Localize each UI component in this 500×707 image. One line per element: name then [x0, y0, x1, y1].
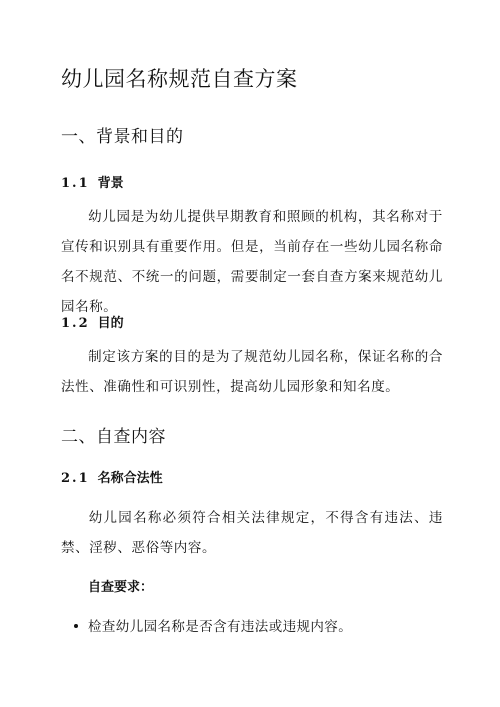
subsection-heading-purpose — [61, 312, 124, 331]
subsection-title: 目的 — [97, 316, 124, 331]
subsection-title: 背景 — [97, 176, 124, 191]
requirements-label: 自查要求： — [88, 580, 154, 595]
subsection-heading-background — [61, 172, 124, 191]
paragraph-text: 幼儿园是为幼儿提供早期教育和照顾的机构，其名称对于宣传和识别具有重要作用。但是，当前存在一些幼儿园名称命名不规范、不统一的问题，需要制定一套自查方案来规范幼儿园名称。 — [61, 209, 443, 315]
bullet-dot-icon — [74, 624, 78, 628]
paragraph-text: 幼儿园名称必须符合相关法律规定，不得含有违法、违禁、淫秽、恶俗等内容。 — [61, 510, 443, 556]
paragraph-name-legality — [61, 503, 443, 563]
section-heading-check-content: 二、自查内容 — [61, 427, 166, 447]
requirement-list-item — [74, 615, 352, 635]
paragraph-purpose — [61, 342, 443, 402]
paragraph-text: 制定该方案的目的是为了规范幼儿园名称，保证名称的合法性、准确性和可识别性，提高幼儿园形象和知名度。 — [61, 349, 443, 395]
requirement-text: 检查幼儿园名称是否含有违法或违规内容。 — [88, 619, 353, 635]
section-heading-background-purpose: 一、背景和目的 — [61, 127, 184, 147]
paragraph-background — [61, 202, 443, 322]
subsection-number: 1.2 — [61, 316, 90, 331]
subsection-title: 名称合法性 — [97, 471, 163, 486]
subsection-heading-name-legality — [61, 467, 163, 486]
document-title: 幼儿园名称规范自查方案 — [61, 67, 298, 91]
subsection-number: 2.1 — [61, 471, 90, 486]
subsection-number: 1.1 — [61, 176, 90, 191]
